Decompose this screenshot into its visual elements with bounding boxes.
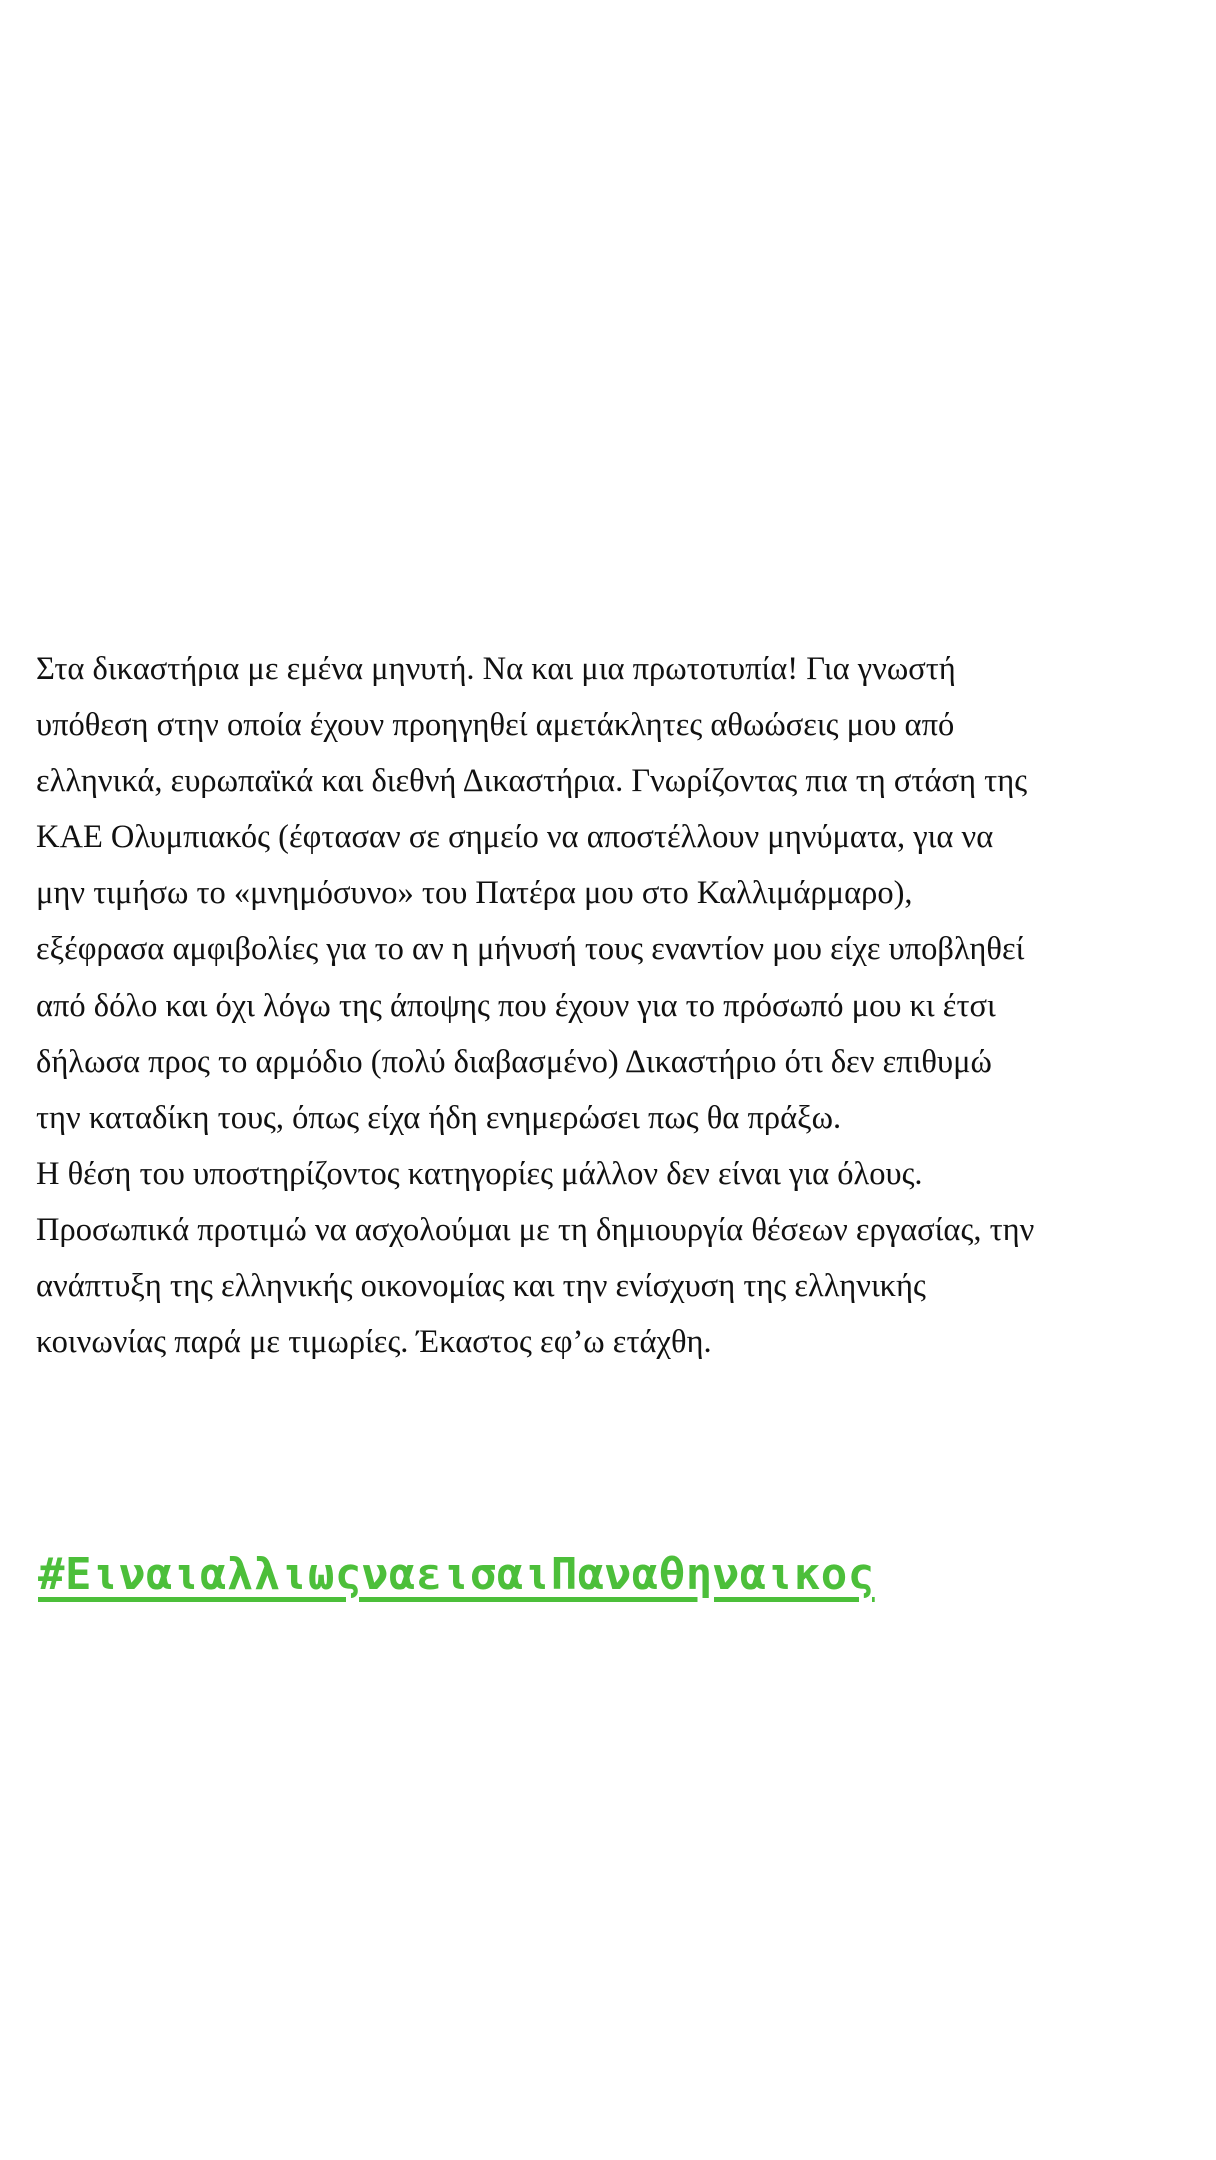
statement-line: ΚΑΕ Ολυμπιακός (έφτασαν σε σημείο να αποστέλλουν μηνύματα, για να: [36, 819, 994, 856]
statement-line: από δόλο και όχι λόγω της άποψης που έχουν για το πρόσωπό μου κι έτσι: [36, 987, 996, 1024]
statement-line: μην τιμήσω το «μνημόσυνο» του Πατέρα μου στο Καλλιμάρμαρο),: [36, 875, 913, 912]
statement-line: Προσωπικά προτιμώ να ασχολούμαι με τη δημιουργία θέσεων εργασίας, την: [36, 1211, 1035, 1248]
statement-line: κοινωνίας παρά με τιμωρίες. Έκαστος εφ’ω ετάχθη.: [36, 1324, 712, 1361]
statement-line: εξέφρασα αμφιβολίες για το αν η μήνυσή τους εναντίον μου είχε υποβληθεί: [36, 931, 1025, 968]
statement-line: την καταδίκη τους, όπως είχα ήδη ενημερώσει πως θα πράξω.: [36, 1099, 842, 1136]
hashtag-link[interactable]: #ΕιναιαλλιωςναεισαιΠαναθηναικος: [38, 1549, 875, 1600]
statement-line: ελληνικά, ευρωπαϊκά και διεθνή Δικαστήρια. Γνωρίζοντας πια τη στάση της: [36, 763, 1028, 800]
statement-line: Στα δικαστήρια με εμένα μηνυτή. Να και μια πρωτοτυπία! Για γνωστή: [36, 651, 956, 687]
statement-line: Η θέση του υποστηρίζοντος κατηγορίες μάλλον δεν είναι για όλους.: [36, 1155, 923, 1192]
statement-line: υπόθεση στην οποία έχουν προηγηθεί αμετάκλητες αθωώσεις μου από: [36, 707, 955, 744]
statement-line: ανάπτυξη της ελληνικής οικονομίας και την ενίσχυση της ελληνικής: [36, 1268, 926, 1305]
statement-line: δήλωσα προς το αρμόδιο (πολύ διαβασμένο) Δικαστήριο ότι δεν επιθυμώ: [36, 1043, 992, 1080]
statement-text: [36, 641, 1196, 1370]
